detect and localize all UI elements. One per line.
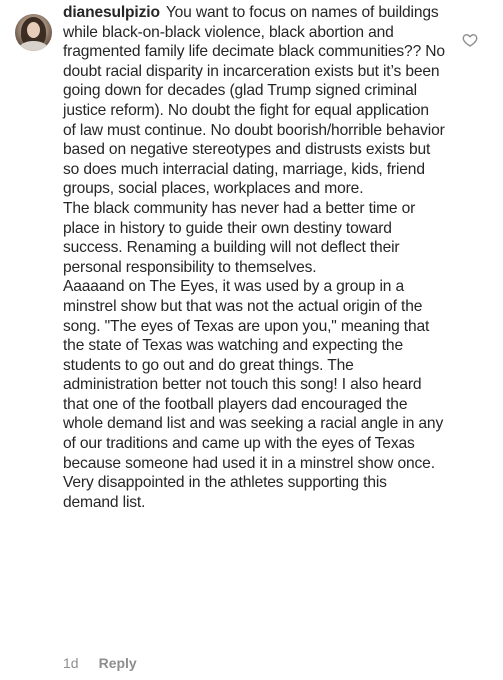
heart-outline-icon[interactable] [462, 32, 478, 48]
comment-paragraph-3: Aaaaand on The Eyes, it was used by a group in a minstrel show but that was not the actual origin of the song. "The eyes of Texas are upon you," meaning that the state of Texas was watching and expecting the students to go out and do great things. The administration better not touch this song! I also heard that one of the football players dad encouraged the whole demand list and was seeking a racial angle in any of our traditions and came up with the eyes of Texas because someone had used it in a minstrel show once. Very disappointed in the athletes supporting this demand list. [63, 278, 444, 511]
reply-button[interactable]: Reply [98, 655, 137, 671]
avatar[interactable] [15, 14, 52, 51]
avatar-face [27, 22, 40, 38]
username-link[interactable]: dianesulpizio [63, 4, 160, 21]
comment-paragraph-1-text: You want to focus on names of buildings while black-on-black violence, black abortion and fragmented family life decimate black communities?? No doubt racial disparity in incarceration exists but it’s been going down for decades (glad Trump signed criminal justice reform). No doubt the fight for equal application of law must continue. No doubt boorish/horrible behavior based on negative stereotypes and distrusts exists but so does much interracial dating, marriage, kids, friend groups, social places, workplaces and more. [63, 4, 445, 198]
avatar-shoulders [18, 41, 49, 51]
comment-text [63, 3, 445, 512]
comment-paragraph-2: The black community has never had a better time or place in history to guide their own destiny toward success. Renaming a building will not deflect their personal responsibility to themselves. [63, 199, 416, 276]
comment-meta [63, 655, 137, 671]
timestamp: 1d [63, 655, 79, 671]
comment-paragraph-1 [63, 3, 445, 199]
